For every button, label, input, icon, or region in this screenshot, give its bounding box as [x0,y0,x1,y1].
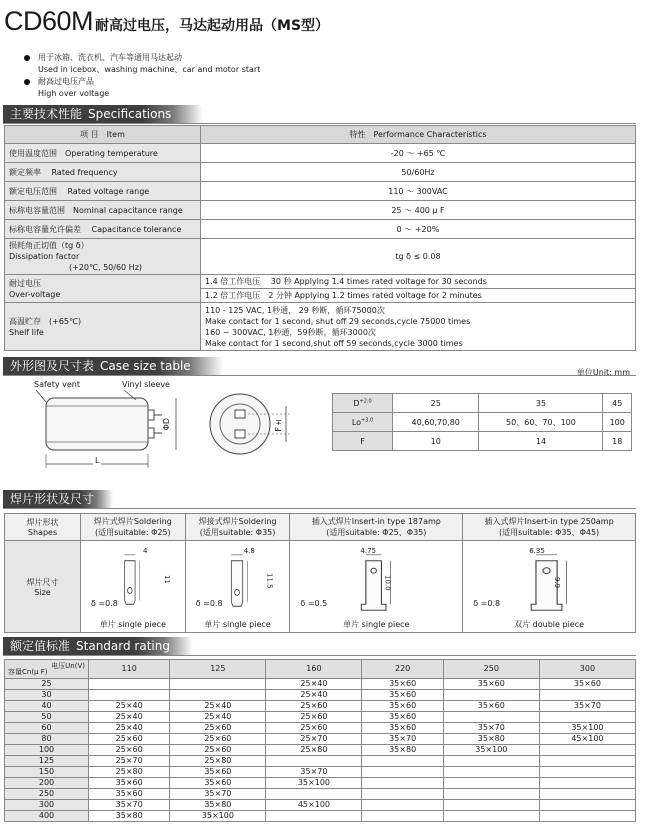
case-size-cell: 25×60 [266,701,362,712]
case-size-cell [170,690,266,701]
case-size-cell: 45×100 [539,734,635,745]
capacitance-value: 50 [5,712,89,723]
divider [3,123,636,124]
case-size-cell: 35×60 [362,701,443,712]
shelf-line: Make contact for 1 second,shut off 59 seconds,cycle 3000 times [205,338,463,348]
case-size-cell [539,800,635,811]
tab-type-header: 插入式焊片Insert-in type 187amp (适用suitable: Φ25、Φ35) [290,514,463,541]
capacitance-value: 200 [5,778,89,789]
case-size-cell: 35×100 [170,811,266,822]
spec-value: 110 ～ 300VAC [201,182,636,201]
case-size-cell: 35×60 [89,789,170,800]
tab-thickness: δ =0.5 [300,599,328,608]
capacitance-value: 125 [5,756,89,767]
case-size-cell: 35×100 [266,778,362,789]
tab-height: 11 [163,575,171,584]
voltage-header: 250 [443,660,539,679]
case-size-cell: 35×60 [170,767,266,778]
case-size-cell [362,756,443,767]
capacitor-body-end [210,394,270,454]
bullet-icon [24,79,30,85]
case-size-cell: 35×70 [539,701,635,712]
case-size-cell: 25×80 [89,767,170,778]
tab-type-header: 焊接式焊片Soldering (适用suitable: Φ35) [185,514,290,541]
tab-piece-type: 单片 single piece [343,620,410,629]
rating-row [5,800,636,811]
case-size-cell [362,811,443,822]
section-title-cn: 外形图及尺寸表 [10,359,95,373]
case-size-cell [539,745,635,756]
case-size-cell: 45×100 [266,800,362,811]
case-size-cell: 35×60 [362,690,443,701]
case-size-cell: 25×60 [89,734,170,745]
spec-table [4,125,636,351]
dim-value: 18 [603,432,632,451]
section-title-en: Specifications [88,107,172,121]
tab-size-label: 焊片尺寸 Size [5,541,81,633]
voltage-header: 300 [539,660,635,679]
case-size-cell: 25×60 [170,734,266,745]
tab-thickness: δ =0.8 [91,599,118,608]
spec-label: 额定频率 Rated frequency [5,163,201,182]
case-size-cell: 35×80 [170,800,266,811]
overvoltage-line-2: 1.2 倍工作电压 2 分钟 Applying 1.2 times rated voltage for 2 minutes [205,291,482,300]
case-size-cell [443,756,539,767]
pitch-label: F± [274,418,283,432]
capacitance-value: 400 [5,811,89,822]
tab-shape-label: 焊片形状 Shapes [5,514,81,541]
spec-value-shelf [201,303,636,351]
section-header-case [3,357,223,376]
case-size-cell: 35×60 [89,778,170,789]
spec-value: 25 ～ 400 μ F [201,201,636,220]
section-title-en: Case size table [100,359,191,373]
section-header-rating [3,637,193,656]
case-size-cell [266,811,362,822]
divider [3,655,636,656]
case-size-cell: 35×70 [443,723,539,734]
case-size-cell [266,756,362,767]
feature-en: Used in icebox、washing machine、car and motor start [38,65,261,74]
voltage-header: 110 [89,660,170,679]
tab-thickness: δ =0.8 [195,599,223,608]
rating-row [5,811,636,822]
case-size-cell: 25×40 [170,701,266,712]
rating-corner [5,660,89,679]
case-size-cell: 25×60 [266,723,362,734]
spec-label-overvoltage [5,275,201,303]
vinyl-sleeve-label: Vinyl sleeve [122,380,170,389]
rating-row [5,701,636,712]
rating-row [5,679,636,690]
case-size-cell [362,789,443,800]
rating-header-row [5,660,636,679]
section-title-cn: 额定值标准 [10,639,71,653]
case-size-cell: 35×60 [362,712,443,723]
dim-value: 35 [479,394,603,413]
case-size-cell [443,767,539,778]
case-size-cell: 25×40 [89,723,170,734]
case-size-cell: 35×70 [266,767,362,778]
spec-value: 50/60Hz [201,163,636,182]
case-size-cell: 35×60 [170,778,266,789]
shelf-en: Shelf life [9,327,44,337]
tab-piece-type: 双片 double piece [514,620,585,629]
case-size-cell: 25×80 [170,756,266,767]
dim-label-L: $Lo^{+3.0}$ [333,413,393,432]
tab-width: 4 [143,547,148,555]
spec-value: 0 ～ +20% [201,220,636,239]
case-size-cell: 35×80 [89,811,170,822]
case-size-cell: 35×60 [443,679,539,690]
overvoltage-en: Over-voltage [9,289,61,299]
model-name: CD60M [4,6,94,36]
feature-cn: 耐高过电压产品 [38,77,94,86]
tab-thickness: δ =0.8 [473,599,501,608]
case-size-cell: 35×60 [443,701,539,712]
voltage-header: 160 [266,660,362,679]
case-size-cell [362,778,443,789]
case-size-cell [443,690,539,701]
tab-piece-type: 单片 single piece [204,620,271,629]
voltage-axis-label: 电压Un(V) [51,662,85,670]
case-size-cell [539,756,635,767]
terminal [148,410,154,420]
case-size-cell: 25×70 [89,756,170,767]
section-title-cn: 主要技术性能 [10,107,83,121]
terminal [148,428,154,438]
terminal-top [235,430,245,438]
rating-row [5,789,636,800]
case-size-cell: 35×70 [89,800,170,811]
tab-width: 6.35 [529,547,545,555]
case-size-cell: 35×60 [362,723,443,734]
tab-height: 9.9 [553,577,562,589]
rating-row [5,756,636,767]
capacitance-value: 30 [5,690,89,701]
case-size-cell: 25×40 [266,679,362,690]
section-title-en: Standard rating [76,639,170,653]
case-size-cell [266,789,362,800]
tab-drawing-cell [290,541,463,633]
page-title [4,6,329,40]
case-size-cell: 35×80 [443,734,539,745]
section-header-tab [3,490,113,509]
rating-row [5,767,636,778]
case-size-cell: 25×40 [266,690,362,701]
safety-vent-label: Safety vent [34,380,80,389]
case-size-cell: 25×70 [266,734,362,745]
spec-label: 额定电压范围 Rated voltage range [5,182,201,201]
dissipation-en: Dissipation factor [9,252,80,261]
tab-drawing-cell [81,541,186,633]
rating-row [5,690,636,701]
spec-label: 标称电容量范围 Nominal capacitance range [5,201,201,220]
dim-value: 40,60,70,80 [393,413,479,432]
spec-label: 标称电容量允许偏差 Capacitance tolerance [5,220,201,239]
tab-table [4,513,636,633]
feature-list [24,52,424,100]
case-size-cell: 25×40 [89,712,170,723]
dim-value: 100 [603,413,632,432]
case-size-cell: 35×70 [362,734,443,745]
case-size-cell: 25×80 [266,745,362,756]
tab-type-header: 插入式焊片Insert-in type 250amp (适用suitable: Φ35、Φ45) [463,514,636,541]
dissipation-cn: 损耗角正切值（tg δ） [9,241,89,250]
case-size-cell: 25×60 [170,723,266,734]
dim-label-D: $D^{+2.0}$ [333,394,393,413]
tab-drawing-cell [185,541,290,633]
shelf-line: 160 ~ 300VAC, 1秒通，59秒断，循环3000次 [205,327,376,337]
capacitance-value: 300 [5,800,89,811]
capacitance-value: 60 [5,723,89,734]
case-size-cell: 25×60 [266,712,362,723]
feature-item [24,52,424,76]
divider [3,508,636,509]
dim-label-F: F [333,432,393,451]
overvoltage-cn: 耐过电压 [9,278,41,288]
case-size-cell: 25×60 [170,745,266,756]
shelf-line: 110 - 125 VAC, 1秒通， 29 秒断，循环75000次 [205,305,385,315]
case-size-cell [443,712,539,723]
case-size-cell [539,811,635,822]
section-title-cn: 焊片形状及尺寸 [10,492,95,506]
bullet-icon [24,55,30,61]
case-size-cell [539,690,635,701]
spec-header-item: 项 目 Item [5,126,201,144]
rating-row [5,745,636,756]
case-size-cell [539,789,635,800]
tab-type-header: 焊片式焊片Soldering (适用suitable: Φ25) [81,514,186,541]
rating-row [5,712,636,723]
case-size-cell: 25×60 [89,745,170,756]
case-size-cell [443,778,539,789]
spec-value-overvoltage [201,275,636,303]
section-header-spec [3,105,203,124]
spec-value: -20 ～ +65 ℃ [201,144,636,163]
capacitance-value: 150 [5,767,89,778]
capacitance-value: 250 [5,789,89,800]
tab-piece-type: 单片 single piece [99,620,166,629]
case-size-cell [443,811,539,822]
feature-item [24,76,424,100]
dim-value: 45 [603,394,632,413]
capacitance-value: 25 [5,679,89,690]
tab-width: 4.75 [360,547,376,555]
spec-header-char: 特性 Performance Characteristics [201,126,636,144]
leader-line [36,390,46,402]
capacitance-value: 80 [5,734,89,745]
rating-row [5,734,636,745]
rating-table [4,659,636,822]
case-size-cell: 25×40 [170,712,266,723]
length-label: L [95,456,100,465]
case-size-cell [362,800,443,811]
case-size-cell [539,767,635,778]
unit-label: 单位Unit: mm [576,368,630,377]
spec-label-shelf [5,303,201,351]
tab-width: 4.8 [243,547,255,555]
tab-height: 11.5 [265,573,274,589]
dim-value: 10 [393,432,479,451]
case-size-cell [89,679,170,690]
rating-row [5,723,636,734]
capacitance-axis-label: 容量Cn(μ F) [8,668,48,676]
case-size-cell [539,778,635,789]
dim-value: 14 [479,432,603,451]
title-description: 耐高过电压，马达起动用品（MS型） [95,18,330,34]
case-size-cell: 25×40 [89,701,170,712]
case-size-cell: 35×70 [170,789,266,800]
tab-drawing-cell [463,541,636,633]
case-size-cell: 35×100 [443,745,539,756]
divider [3,375,636,376]
terminal-top [235,410,245,418]
overvoltage-line-1: 1.4 倍工作电压 30 秒 Applying 1.4 times rated voltage for 30 seconds [201,275,635,289]
dissipation-cond: (+20℃, 50/60 Hz) [69,263,143,272]
voltage-header: 220 [362,660,443,679]
case-size-cell [89,690,170,701]
shelf-line: Make contact for 1 second, shut off 29 seconds,cycle 75000 times [205,316,471,326]
spec-label: 使用温度范围 Operating temperature [5,144,201,163]
case-size-cell [539,712,635,723]
case-size-cell [170,679,266,690]
diameter-label: ΦD [162,418,171,431]
case-size-cell: 35×100 [539,723,635,734]
dim-value: 50、60、70、100 [479,413,603,432]
tab-height: 10.0 [383,575,392,591]
dim-value: 25 [393,394,479,413]
feature-en: High over voltage [38,89,110,98]
voltage-header: 125 [170,660,266,679]
rating-row [5,778,636,789]
case-size-cell [443,800,539,811]
case-size-cell: 35×60 [539,679,635,690]
capacitance-value: 100 [5,745,89,756]
case-size-cell [362,767,443,778]
capacitance-value: 40 [5,701,89,712]
case-size-cell: 35×80 [362,745,443,756]
case-size-cell: 35×60 [362,679,443,690]
shelf-cn: 高温贮存 (+65℃) [9,316,82,326]
case-size-cell [443,789,539,800]
feature-cn: 用于冰箱、洗衣机、汽车等通用马达起动 [38,53,182,62]
dimension-table [332,393,632,451]
spec-label-dissipation [5,239,201,275]
spec-value: tg δ ≤ 0.08 [201,239,636,275]
